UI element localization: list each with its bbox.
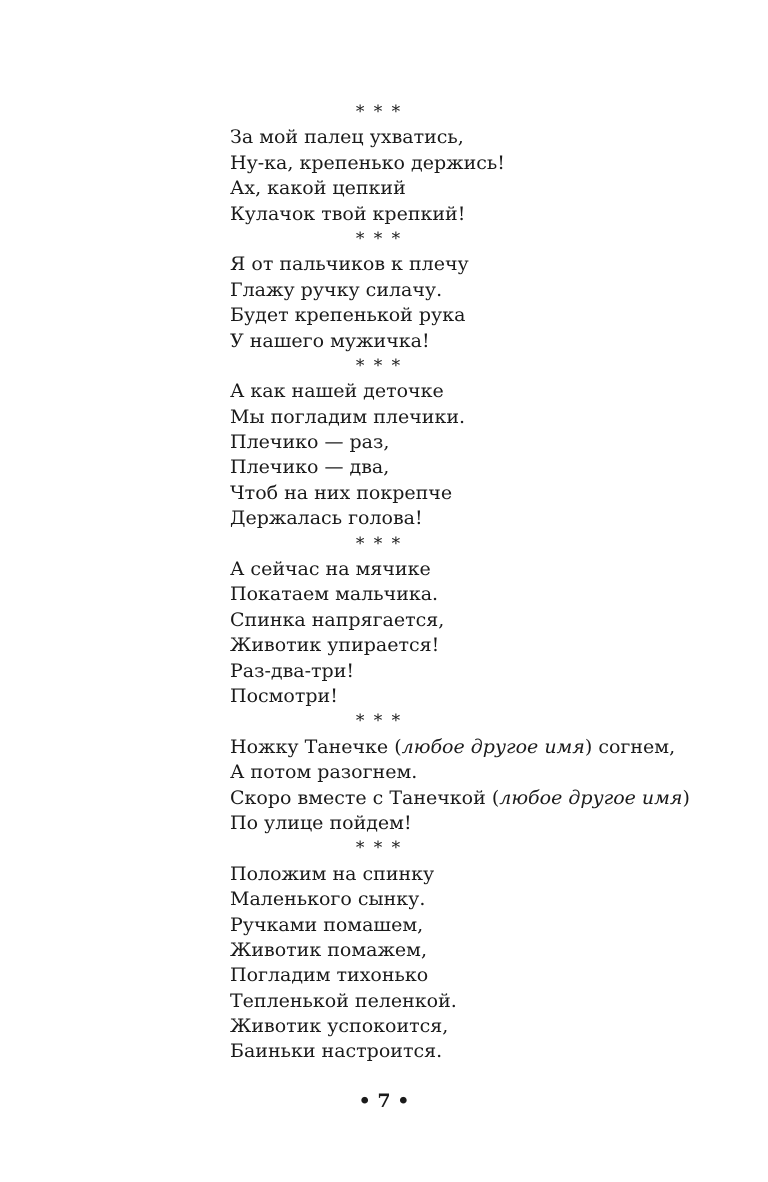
verse-text: Глажу ручку силачу.	[230, 278, 443, 301]
verse-line	[230, 151, 700, 176]
poem-collection	[230, 100, 700, 1065]
page-number: • 7 •	[358, 1090, 410, 1112]
verse-line	[230, 989, 700, 1014]
verse-text: А потом разогнем.	[230, 761, 418, 784]
verse-line	[230, 633, 700, 658]
verse-line	[230, 202, 700, 227]
verse-text: Ручками помашем,	[230, 913, 424, 936]
verse-text: За мой палец ухватись,	[230, 126, 464, 149]
verse-line	[230, 176, 700, 201]
verse-line	[230, 938, 700, 963]
verse-text: Положим на спинку	[230, 862, 435, 885]
verse-line	[230, 278, 700, 303]
asterism-separator: * * *	[355, 355, 403, 376]
verse-line	[230, 455, 700, 480]
asterism-separator: * * *	[355, 228, 403, 249]
poem-block	[230, 354, 700, 532]
verse-text: Маленького сынку.	[230, 888, 426, 911]
verse-text: Покатаем мальчика.	[230, 583, 439, 606]
verse-line	[230, 379, 700, 404]
verse-line	[230, 735, 700, 760]
verse-text: Ах, какой цепкий	[230, 177, 406, 200]
italic-note: любое другое имя	[401, 735, 585, 758]
poem-block	[230, 709, 700, 836]
italic-note: любое другое имя	[499, 786, 683, 809]
verse-text: По улице пойдем!	[230, 811, 412, 834]
verse-text: Кулачок твой крепкий!	[230, 202, 466, 225]
poem-block	[230, 100, 700, 227]
verse-text: Плечико — два,	[230, 456, 390, 479]
verse-line	[230, 1014, 700, 1039]
verse-text: Плечико — раз,	[230, 431, 390, 454]
verse-line	[230, 684, 700, 709]
verse-line	[230, 252, 700, 277]
verse-line	[230, 786, 700, 811]
verse-line	[230, 557, 700, 582]
verse-text: А как нашей деточке	[230, 380, 444, 403]
verse-line	[230, 862, 700, 887]
verse-text: Я от пальчиков к плечу	[230, 253, 469, 276]
verse-text: ) согнем,	[584, 735, 676, 758]
verse-text: Ну-ка, крепенько держись!	[230, 151, 505, 174]
verse-text: Погладим тихонько	[230, 964, 429, 987]
verse-text: Спинка напрягается,	[230, 608, 445, 631]
verse-line	[230, 329, 700, 354]
verse-text: Посмотри!	[230, 684, 338, 707]
verse-line	[230, 405, 700, 430]
verse-text: Будет крепенькой рука	[230, 304, 466, 327]
verse-text: Животик помажем,	[230, 938, 427, 961]
verse-line	[230, 811, 700, 836]
verse-line	[230, 125, 700, 150]
verse-text: Чтоб на них покрепче	[230, 481, 453, 504]
poem-block	[230, 227, 700, 354]
verse-line	[230, 887, 700, 912]
verse-text: Животик успокоится,	[230, 1015, 449, 1038]
poem-block	[230, 836, 700, 1065]
verse-line	[230, 963, 700, 988]
verse-text: А сейчас на мячике	[230, 558, 431, 581]
verse-line	[230, 303, 700, 328]
verse-text: Раз-два-три!	[230, 659, 355, 682]
verse-text: Держалась голова!	[230, 507, 423, 530]
verse-line	[230, 430, 700, 455]
verse-text: Мы погладим плечики.	[230, 405, 466, 428]
verse-text: Тепленькой пеленкой.	[230, 989, 457, 1012]
verse-line	[230, 481, 700, 506]
verse-text: Баиньки настроится.	[230, 1040, 443, 1063]
verse-text: У нашего мужичка!	[230, 329, 430, 352]
asterism-separator: * * *	[355, 102, 403, 122]
verse-line	[230, 1039, 700, 1064]
verse-line	[230, 608, 700, 633]
verse-line	[230, 913, 700, 938]
asterism-separator: * * *	[355, 838, 403, 859]
verse-text: )	[682, 786, 690, 809]
poem-block	[230, 532, 700, 710]
verse-text: Животик упирается!	[230, 634, 440, 657]
verse-line	[230, 659, 700, 684]
asterism-separator: * * *	[355, 533, 403, 554]
verse-line	[230, 582, 700, 607]
verse-text: Ножку Танечке (	[230, 735, 402, 758]
asterism-separator: * * *	[355, 711, 403, 732]
verse-line	[230, 506, 700, 531]
verse-text: Скоро вместе с Танечкой (	[230, 786, 500, 809]
verse-line	[230, 760, 700, 785]
